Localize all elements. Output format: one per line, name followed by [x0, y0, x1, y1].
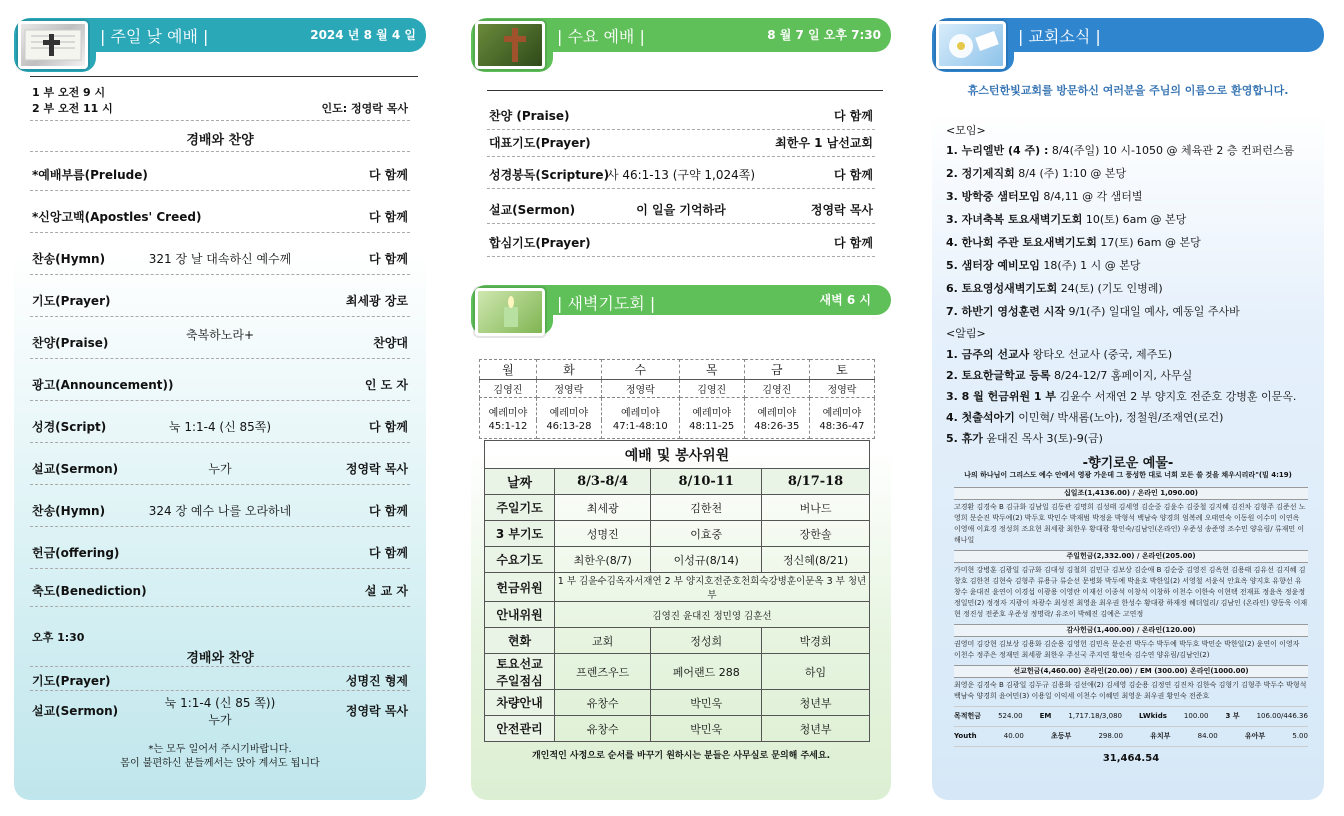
day-header: 수 [601, 360, 679, 380]
day-header: 화 [536, 360, 601, 380]
divider [30, 690, 410, 691]
service-role: 토요선교 주일점심 [485, 654, 555, 690]
order-item: 광고(Announcement)) [32, 378, 174, 392]
dawn-book: 예레미야 [601, 398, 679, 421]
service-member: 박경희 [762, 628, 870, 654]
order-item: 헌금(offering) [32, 546, 120, 560]
total-label: 초등부 [1050, 732, 1072, 740]
day-header: 목 [679, 360, 744, 380]
meeting-item: 1. 누리엘반 (4 주) : 8/4(주일) 10 시-1050 @ 체육관 2 층 컨퍼런스룸 [946, 144, 1295, 157]
total-value: 40.00 [1003, 732, 1024, 740]
meeting-item: 3. 방학중 샘터모임 8/4,11 @ 각 샘터별 [946, 190, 1143, 203]
wed-order-item: 합심기도(Prayer) [489, 236, 591, 250]
gift-title: -향기로운 예물- [1082, 456, 1174, 471]
divider [30, 274, 410, 275]
total-label: 유아부 [1244, 732, 1266, 740]
order-detail: 324 장 예수 나를 오라하네 [148, 504, 292, 518]
candle-image [475, 288, 545, 336]
day-header: 금 [744, 360, 809, 380]
flower-image [936, 21, 1006, 69]
total-label: Youth [954, 732, 977, 740]
service-member: 페어랜드 288 [651, 654, 762, 690]
order-leader: 다 함께 [369, 504, 408, 518]
service-member: 이효중 [651, 521, 762, 547]
dawn-schedule-table [479, 359, 875, 439]
service-role: 주일기도 [485, 495, 555, 521]
order-leader: 다 함께 [369, 252, 408, 266]
dawn-time: 새벽 6 시 [819, 293, 871, 307]
service-date-header: 8/3-8/4 [555, 469, 651, 495]
order-item: 성경(Script) [32, 420, 107, 434]
total-value: 106.00/446.36 [1256, 712, 1308, 720]
wednesday-panel [471, 18, 891, 800]
day-header: 월 [480, 360, 537, 380]
notice-item: 2. 토요한글학교 등록 8/24-12/7 홈페이지, 사무실 [946, 369, 1193, 382]
divider [30, 358, 410, 359]
flower-icon [939, 24, 1003, 66]
leader: 인도: 정영락 목사 [321, 102, 408, 115]
order-detail: 눅 1:1-4 (신 85쪽) [168, 420, 272, 434]
total-label: EM [1039, 712, 1052, 720]
dawn-verse: 45:1-12 [480, 420, 537, 439]
divider [30, 666, 410, 667]
meeting-item: 5. 샘터장 예비모임 18(주) 1 시 @ 본당 [946, 259, 1141, 272]
service-team-table [484, 440, 870, 742]
meeting-item: 4. 한나회 주관 토요새벽기도회 17(토) 6am @ 본당 [946, 236, 1201, 249]
candle-icon [478, 291, 542, 333]
service-member: 박민욱 [651, 716, 762, 742]
wed-order-detail: 이 일을 기억하라 [636, 203, 726, 217]
total-label: LWkids [1139, 712, 1167, 720]
day-header: 토 [809, 360, 874, 380]
service-member: 청년부 [762, 716, 870, 742]
divider [30, 400, 410, 401]
bible-cross-image [18, 21, 88, 69]
news-title: | 교회소식 | [1018, 27, 1101, 46]
dawn-book: 예레미야 [744, 398, 809, 421]
wooden-cross-icon [478, 24, 542, 66]
dawn-leader: 정영락 [536, 380, 601, 398]
divider [487, 129, 875, 130]
order-leader: 찬양대 [373, 336, 408, 350]
sunday-panel: | 주일 낮 예배 | 2024 년 8 월 4 일 1 부 오전 9 시 2 부 오전 11 시 인도: 정영락 목사 경배와 찬양 *예배부름(Prelude) 다 함께 *신앙고백(Apostles' Creed) 다 함께 찬송(Hymn) 321 장 날 대속하신 예수께 다 함께 기도(Prayer) 최세광 장로 찬양(Praise) 축복하노라+ 찬양대 광고(Announcement)) 인 도 자 성경(Script) 눅 1:1-4 (신 85쪽) 다 함께 설교(Sermon) 누가 정영락 목사 찬송(Hymn) 324 장 예수 나를 오라하네 다 함께 헌금(offering) 다 함께 축도(Benediction) 설 교 자 오후 1:30 경배와 찬양 기도(Prayer) 성명진 형제 설교(Sermon) 정영락 목사 눅 1:1-4 (신 85 쪽)) 누가 *는 모두 일어서 주시기바랍니다. 몸이 불편하신 분들께서는 앉아 계셔도 됩니다 [14, 18, 426, 800]
service-role: 헌금위원 [485, 573, 555, 602]
divider [487, 188, 875, 189]
dawn-leader: 정영락 [809, 380, 874, 398]
divider [30, 120, 410, 121]
divider [30, 484, 410, 485]
grand-total: 31,464.54 [954, 746, 1308, 770]
order-leader: 설 교 자 [364, 584, 408, 598]
dawn-leader: 김영진 [679, 380, 744, 398]
service-member: 박민욱 [651, 690, 762, 716]
service-member: 청년부 [762, 690, 870, 716]
order-leader: 다 함께 [369, 546, 408, 560]
news-panel [932, 18, 1324, 800]
service-role: 수요기도 [485, 547, 555, 573]
service-role: 안내위원 [485, 602, 555, 628]
divider [30, 442, 410, 443]
service-member: 하임 [762, 654, 870, 690]
service-member: 이성규(8/14) [651, 547, 762, 573]
service-role: 3 부기도 [485, 521, 555, 547]
dawn-verse: 48:26-35 [744, 420, 809, 439]
totals-row [954, 726, 1308, 746]
meetings-heading: <모임> [946, 124, 986, 137]
service-team-title: 예배 및 봉사위원 [485, 441, 870, 469]
service-role: 안전관리 [485, 716, 555, 742]
wed-order-leader: 최한우 1 남선교회 [775, 136, 873, 150]
dawn-verse: 48:36-47 [809, 420, 874, 439]
divider [30, 232, 410, 233]
service-member: 성명진 [555, 521, 651, 547]
notice-item: 3. 8 월 헌금위원 1 부 김윤수 서재연 2 부 양지호 전준호 강병훈 이문옥. [946, 390, 1297, 403]
divider [30, 190, 410, 191]
divider [30, 526, 410, 527]
service-member: 정신혜(8/21) [762, 547, 870, 573]
wooden-cross-image [475, 21, 545, 69]
notice-item: 5. 휴가 윤대진 목사 3(토)-9(금) [946, 432, 1103, 445]
service-date-header: 날짜 [485, 469, 555, 495]
service-role: 차량안내 [485, 690, 555, 716]
divider [30, 76, 418, 77]
service-date-header: 8/10-11 [651, 469, 762, 495]
order-leader: 다 함께 [369, 420, 408, 434]
service-member: 장한솔 [762, 521, 870, 547]
total-label: 목적헌금 [954, 712, 982, 720]
offering-list [954, 487, 1308, 770]
welcome-message: 휴스턴한빛교회를 방문하신 여러분을 주님의 이름으로 환영합니다. [967, 84, 1289, 97]
service-member: 프렌즈우드 [555, 654, 651, 690]
dawn-leader: 김영진 [480, 380, 537, 398]
order-detail: 321 장 날 대속하신 예수께 [148, 252, 292, 266]
order-item: 축도(Benediction) [32, 584, 147, 598]
meeting-item: 6. 토요영성새벽기도회 24(토) (기도 인병례) [946, 282, 1163, 295]
order-leader: 다 함께 [369, 210, 408, 224]
service-member: 유창수 [555, 690, 651, 716]
service-member: 최한우(8/7) [555, 547, 651, 573]
offering-category: 감사헌금(1,400.00) / 온라인(120.00) [954, 624, 1308, 637]
service-member: 유창수 [555, 716, 651, 742]
total-label: 유치부 [1150, 732, 1171, 740]
divider [487, 90, 883, 91]
gift-verse: 나의 하나님이 그리스도 예수 안에서 영광 가운데 그 풍성한 대로 너희 모든 쓸 것을 채우시리라"(빌 4:19) [964, 471, 1292, 479]
order-item: *예배부름(Prelude) [32, 168, 148, 182]
service-member: 최세광 [555, 495, 651, 521]
totals-row [954, 706, 1308, 726]
total-value: 100.00 [1183, 712, 1209, 720]
dawn-book: 예레미야 [480, 398, 537, 421]
order-detail: 누가 [208, 462, 232, 476]
total-value: 298.00 [1098, 732, 1123, 740]
service-date-header: 8/17-18 [762, 469, 870, 495]
divider [487, 156, 875, 157]
total-value: 524.00 [998, 712, 1023, 720]
order-item: *신앙고백(Apostles' Creed) [32, 210, 202, 224]
notices-heading: <알림> [946, 327, 986, 340]
dawn-book: 예레미야 [809, 398, 874, 421]
dawn-leader: 김영진 [744, 380, 809, 398]
total-value: 5.00 [1292, 732, 1308, 740]
divider [30, 568, 410, 569]
service-member: 교회 [555, 628, 651, 654]
sunday-title: | 주일 낮 예배 | [100, 27, 209, 46]
dawn-title: | 새벽기도회 | [557, 294, 656, 313]
dawn-book: 예레미야 [536, 398, 601, 421]
dawn-verse: 48:11-25 [679, 420, 744, 439]
dawn-book: 예레미야 [679, 398, 744, 421]
schedule-change-note: 개인적인 사정으로 순서를 바꾸기 원하시는 분들은 사무실로 문의해 주세요. [531, 751, 830, 761]
wed-order-item: 성경봉독(Scripture) [489, 168, 610, 182]
divider [487, 256, 875, 257]
offering-category: 십일조(1,4136.00) / 온라인 1,090.00) [954, 487, 1308, 500]
wed-order-item: 설교(Sermon) [489, 203, 576, 217]
offering-category: 주일헌금(2,332.00) / 온라인(205.00) [954, 550, 1308, 563]
wednesday-date: 8 월 7 일 오후 7:30 [767, 28, 881, 42]
wed-order-leader: 다 함께 [834, 168, 873, 182]
meeting-item: 2. 정기제직회 8/4 (주) 1:10 @ 본당 [946, 167, 1127, 180]
wed-order-leader: 다 함께 [834, 236, 873, 250]
dawn-leader: 정영락 [601, 380, 679, 398]
total-label: 3 부 [1225, 712, 1240, 720]
divider [30, 606, 410, 607]
order-item: 기도(Prayer) [32, 294, 111, 308]
cross-necklace-icon [21, 24, 85, 66]
wed-order-item: 대표기도(Prayer) [489, 136, 591, 150]
order-leader: 최세광 장로 [345, 294, 408, 308]
order-detail: 축복하노라+ [185, 328, 254, 342]
service-role: 현화 [485, 628, 555, 654]
notice-item: 4. 첫출석아기 이민혁/ 박새롬(노아), 정철원/조재연(로건) [946, 411, 1224, 424]
wed-order-detail: 사 46:1-13 (구약 1,024쪽) [606, 168, 756, 182]
divider [30, 151, 410, 152]
offering-donors: 최영운 김경숙 B 김광일 김두규 김용화 김선애(2) 김세영 김순용 김정연 김진차 김한숙 김형기 김형주 박두수 박형석 백남숙 양경희 윤여민(3) 이용일 이익세 이천수 이혜민 최영운 최우권 황인숙 전준호 [954, 681, 1307, 700]
dawn-verse: 47:1-48:10 [601, 420, 679, 439]
service-members: 김영진 윤대진 정민영 김훈선 [555, 602, 870, 628]
order-leader: 정영락 목사 [345, 462, 408, 476]
total-value: 1,717.18/3,080 [1068, 712, 1122, 720]
wed-order-leader: 다 함께 [834, 109, 873, 123]
notice-item: 1. 금주의 선교사 왕타오 선교사 (중국, 제주도) [946, 348, 1173, 361]
offering-donors: 고경환 김경숙 B 김규화 김남일 김동관 김명희 김성태 김세영 김순중 김윤수 김중철 김지혜 김진차 김형주 김준선 노영희 문순진 박두예(2) 박두호 박민수 박재범 박정윤 박형석 백남숙 양경희 엄복례 오태연숙 이동원 이수미 이연옥 이영애 이효경 정성희 조요현 최세광 최한우 황대광 황인숙/김남인(온라인) 우준성 송준영 조수민 양유림/ 류재민 이해나일 [954, 503, 1306, 544]
offering-donors: 가미현 강병훈 김광일 김규화 김대성 김철희 김민규 김보상 김순애 B 김순중 김영진 김옥현 김용태 김유선 김지혜 김창호 김한천 김현숙 김형주 류용규 류순선 문병화 박두예 박윤호 박한일(2) 서영철 서윤식 안효옥 양지호 유향선 유창수 윤대진 윤연이 이경섭 이광용 이영란 이재선 이종석 이창석 이창하 이천수 이한숙 이현택 전재표 정윤옥 정윤정 정일민(2) 정정자 지광이 차광수 최성진 최영윤 최우권 한성수 황대광 하재정 헤더얼리/ 김남인 (온라인) 양동욱 이재현 정진성 전준호 우준성 정명락/ 유조이 박혜진 김예은 고연정 [954, 566, 1308, 618]
sunday-date: 2024 년 8 월 4 일 [310, 28, 416, 42]
divider [487, 223, 875, 224]
dawn-verse: 46:13-28 [536, 420, 601, 439]
order-leader: 다 함께 [369, 168, 408, 182]
order-leader: 인 도 자 [364, 378, 408, 392]
meeting-item: 7. 하반기 영성훈련 시작 9/1(주) 일대일 예사, 예동일 주사바 [946, 305, 1240, 318]
order-item: 찬양(Praise) [32, 336, 109, 350]
divider [30, 316, 410, 317]
meeting-item: 3. 자녀축복 토요새벽기도회 10(토) 6am @ 본당 [946, 213, 1187, 226]
service-member: 김한천 [651, 495, 762, 521]
total-value: 84.00 [1197, 732, 1218, 740]
service-member: 버나드 [762, 495, 870, 521]
offering-category: 선교헌금(4,460.00) 온라인(20.00) / EM (300.00) 온라인(1000.00) [954, 665, 1308, 678]
service-member: 정성희 [651, 628, 762, 654]
wed-order-leader: 정영락 목사 [810, 203, 873, 217]
service-members: 1 부 김윤수김옥자서재연 2 부 양지호전준호천희숙강병훈이문옥 3 부 청년부 [555, 573, 870, 602]
order-item: 찬송(Hymn) [32, 504, 106, 518]
order-item: 설교(Sermon) [32, 462, 119, 476]
wednesday-title: | 수요 예배 | [557, 27, 645, 46]
wed-order-item: 찬양 (Praise) [489, 109, 570, 123]
order-item: 찬송(Hymn) [32, 252, 106, 266]
offering-donors: 권영미 김강현 김보상 김용화 김순용 김영헌 김민옥 문순진 박두수 박두예 박두호 박민순 박한일(2) 윤연이 이영자 이천수 정주은 정재민 최세광 최한우 주신국 주지연 황인숙 김수연 양유림/김남인(2) [954, 640, 1300, 659]
